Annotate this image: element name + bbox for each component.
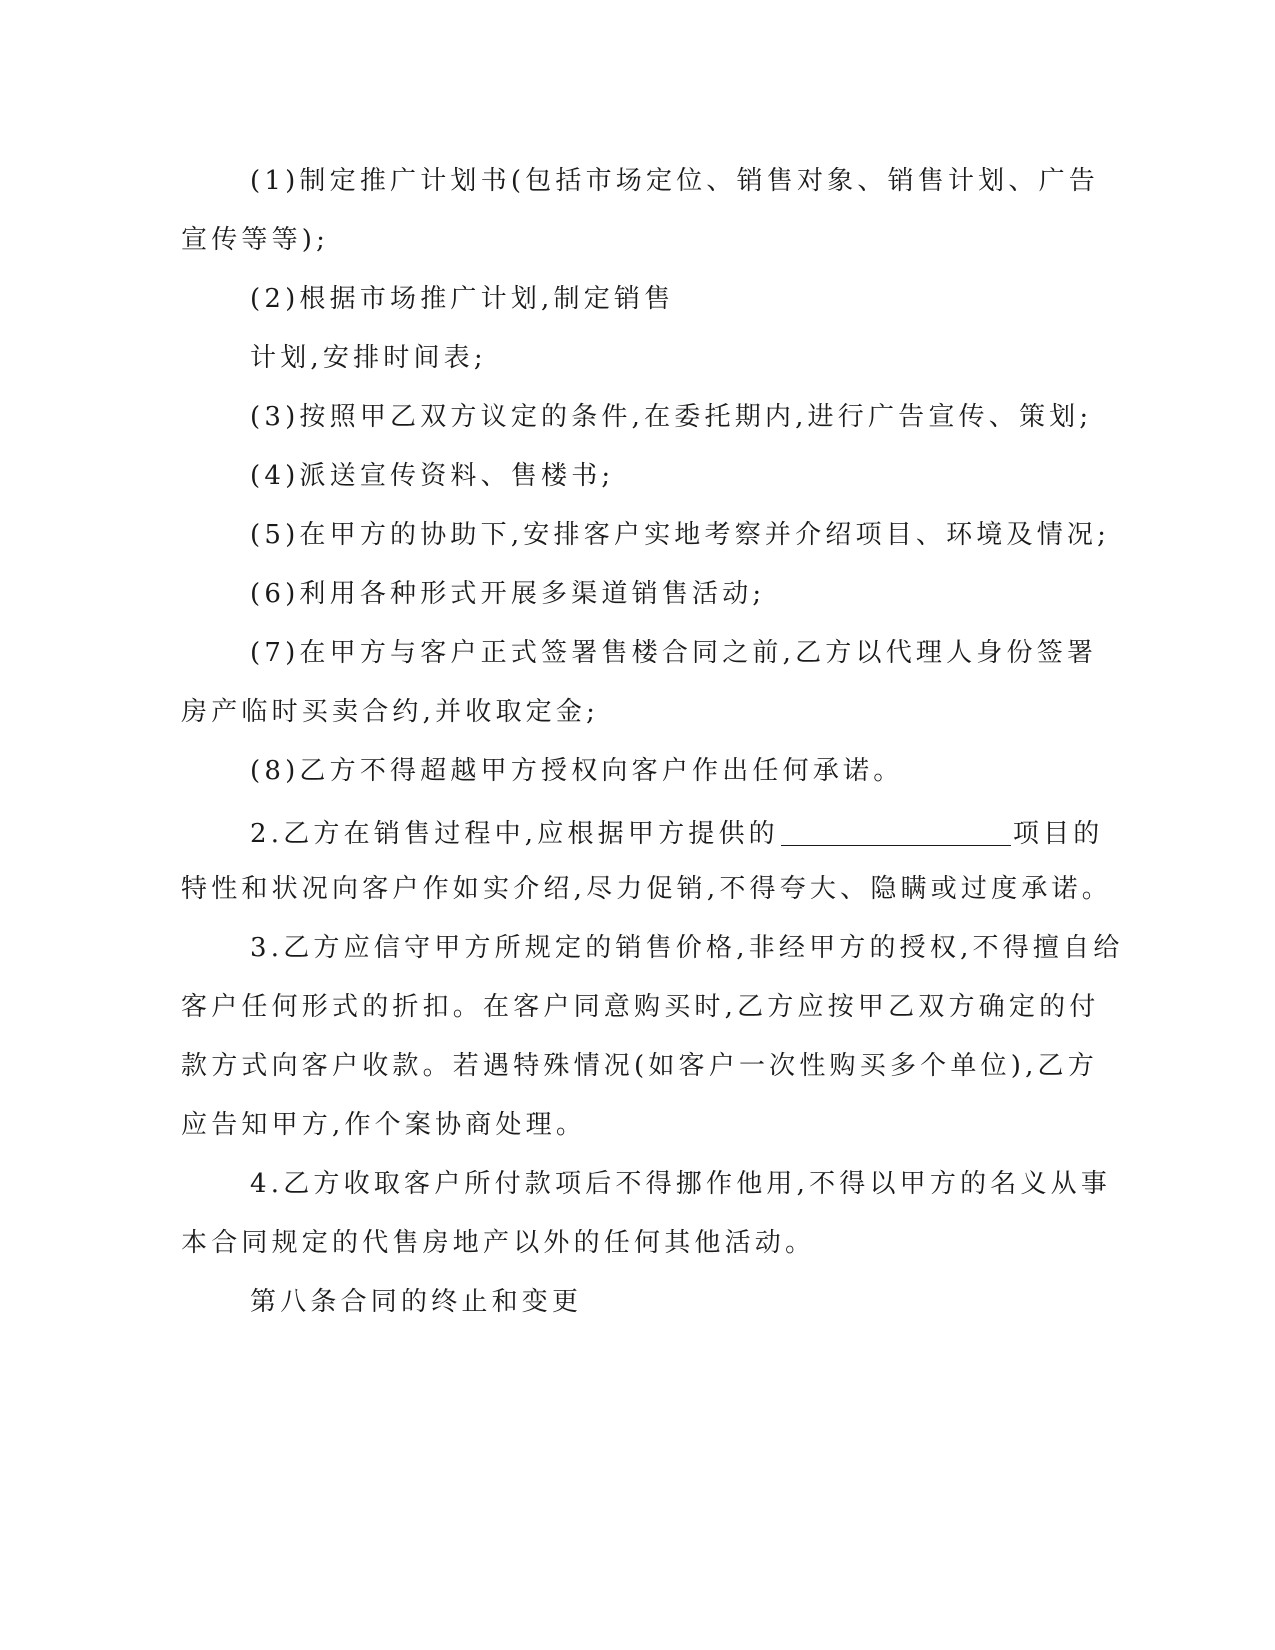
clause-3-line-4: 应告知甲方,作个案协商处理。 bbox=[181, 1110, 587, 1140]
clause-3-line-3: 款方式向客户收款。若遇特殊情况(如客户一次性购买多个单位),乙方 bbox=[181, 1051, 1098, 1081]
item-4: (4)派送宣传资料、售楼书; bbox=[250, 461, 615, 491]
item-3: (3)按照甲乙双方议定的条件,在委托期内,进行广告宣传、策划; bbox=[250, 402, 1093, 432]
clause-2-text-before-blank: 2.乙方在销售过程中,应根据甲方提供的 bbox=[250, 819, 779, 849]
item-2-line-1: (2)根据市场推广计划,制定销售 bbox=[250, 284, 675, 314]
clause-4-line-1: 4.乙方收取客户所付款项后不得挪作他用,不得以甲方的名义从事 bbox=[250, 1169, 1112, 1199]
item-7-line-2: 房产临时买卖合约,并收取定金; bbox=[181, 697, 600, 727]
item-6: (6)利用各种形式开展多渠道销售活动; bbox=[250, 579, 766, 609]
article-8-heading: 第八条合同的终止和变更 bbox=[250, 1287, 583, 1317]
item-8: (8)乙方不得超越甲方授权向客户作出任何承诺。 bbox=[250, 756, 904, 786]
clause-3-line-2: 客户任何形式的折扣。在客户同意购买时,乙方应按甲乙双方确定的付 bbox=[181, 992, 1100, 1022]
clause-2-line-1 bbox=[250, 815, 1103, 849]
item-1-line-2: 宣传等等); bbox=[181, 225, 330, 255]
clause-3-line-1: 3.乙方应信守甲方所规定的销售价格,非经甲方的授权,不得擅自给 bbox=[250, 933, 1124, 963]
clause-2-line-2: 特性和状况向客户作如实介绍,尽力促销,不得夸大、隐瞒或过度承诺。 bbox=[181, 874, 1112, 904]
clause-4-line-2: 本合同规定的代售房地产以外的任何其他活动。 bbox=[181, 1228, 816, 1258]
item-5: (5)在甲方的协助下,安排客户实地考察并介绍项目、环境及情况; bbox=[250, 520, 1111, 550]
clause-2-text-after-blank: 项目的 bbox=[1012, 819, 1104, 849]
item-2-line-2: 计划,安排时间表; bbox=[250, 343, 487, 373]
item-1-line-1: (1)制定推广计划书(包括市场定位、销售对象、销售计划、广告 bbox=[250, 166, 1099, 196]
fill-in-blank-project-name bbox=[781, 815, 1011, 846]
item-7-line-1: (7)在甲方与客户正式签署售楼合同之前,乙方以代理人身份签署 bbox=[250, 638, 1098, 668]
